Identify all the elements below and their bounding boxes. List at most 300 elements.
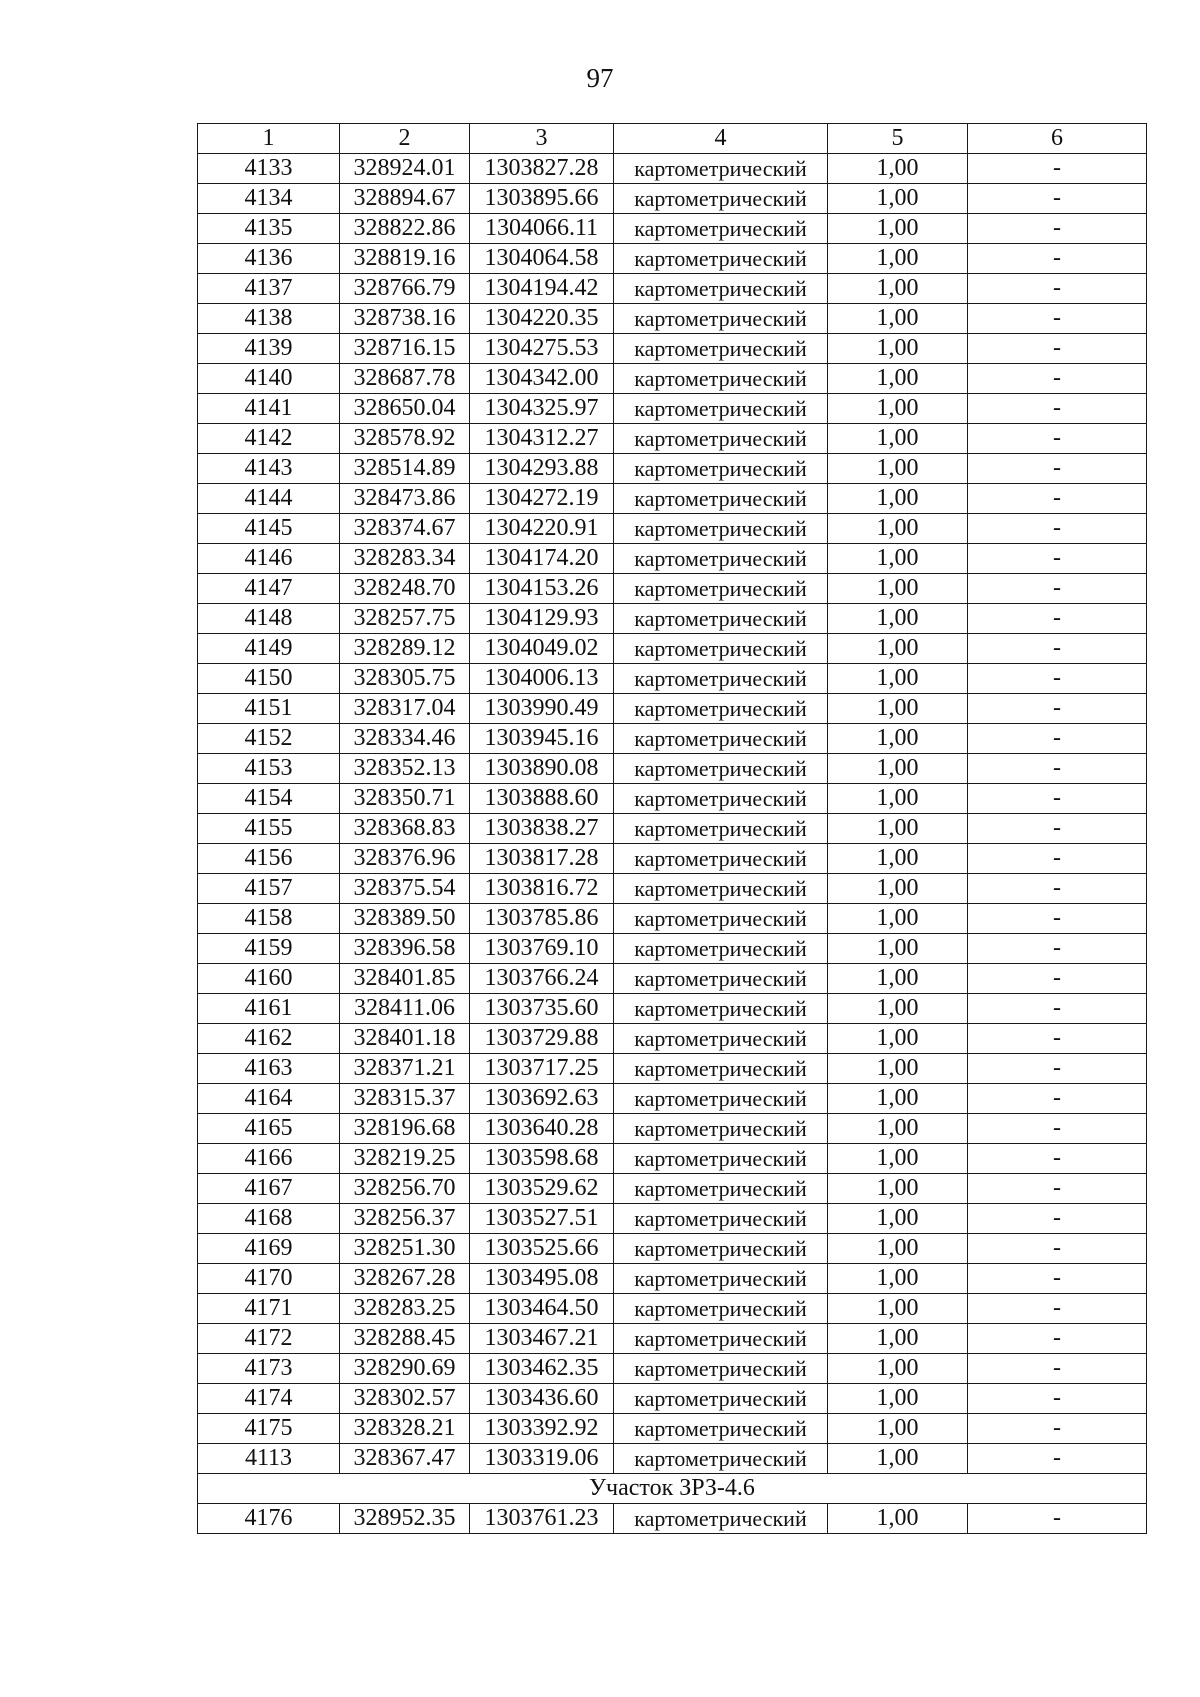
y-coordinate-cell: 1303785.86 bbox=[470, 904, 614, 934]
x-coordinate-cell: 328766.79 bbox=[340, 274, 470, 304]
y-coordinate-cell: 1303769.10 bbox=[470, 934, 614, 964]
method-cell: картометрический bbox=[614, 694, 828, 724]
table-row bbox=[198, 604, 1147, 634]
x-coordinate-cell: 328819.16 bbox=[340, 244, 470, 274]
point-number-cell: 4139 bbox=[198, 334, 340, 364]
note-cell: - bbox=[968, 874, 1147, 904]
y-coordinate-cell: 1303766.24 bbox=[470, 964, 614, 994]
method-cell: картометрический bbox=[614, 1384, 828, 1414]
table-row bbox=[198, 364, 1147, 394]
y-coordinate-cell: 1303640.28 bbox=[470, 1114, 614, 1144]
note-cell: - bbox=[968, 1024, 1147, 1054]
section-block bbox=[198, 1474, 1147, 1504]
point-number-cell: 4166 bbox=[198, 1144, 340, 1174]
table-row bbox=[198, 454, 1147, 484]
y-coordinate-cell: 1303895.66 bbox=[470, 184, 614, 214]
y-coordinate-cell: 1303692.63 bbox=[470, 1084, 614, 1114]
note-cell: - bbox=[968, 1414, 1147, 1444]
point-number-cell: 4158 bbox=[198, 904, 340, 934]
x-coordinate-cell: 328738.16 bbox=[340, 304, 470, 334]
accuracy-cell: 1,00 bbox=[828, 1294, 968, 1324]
column-header: 2 bbox=[340, 124, 470, 154]
y-coordinate-cell: 1303888.60 bbox=[470, 784, 614, 814]
x-coordinate-cell: 328251.30 bbox=[340, 1234, 470, 1264]
accuracy-cell: 1,00 bbox=[828, 154, 968, 184]
note-cell: - bbox=[968, 1444, 1147, 1474]
method-cell: картометрический bbox=[614, 1174, 828, 1204]
x-coordinate-cell: 328317.04 bbox=[340, 694, 470, 724]
note-cell: - bbox=[968, 184, 1147, 214]
accuracy-cell: 1,00 bbox=[828, 724, 968, 754]
point-number-cell: 4142 bbox=[198, 424, 340, 454]
note-cell: - bbox=[968, 1384, 1147, 1414]
y-coordinate-cell: 1304220.35 bbox=[470, 304, 614, 334]
table-row bbox=[198, 1204, 1147, 1234]
y-coordinate-cell: 1304006.13 bbox=[470, 664, 614, 694]
section-table-body bbox=[198, 1504, 1147, 1534]
method-cell: картометрический bbox=[614, 424, 828, 454]
x-coordinate-cell: 328368.83 bbox=[340, 814, 470, 844]
accuracy-cell: 1,00 bbox=[828, 1024, 968, 1054]
x-coordinate-cell: 328305.75 bbox=[340, 664, 470, 694]
table-row bbox=[198, 394, 1147, 424]
y-coordinate-cell: 1303717.25 bbox=[470, 1054, 614, 1084]
accuracy-cell: 1,00 bbox=[828, 364, 968, 394]
x-coordinate-cell: 328924.01 bbox=[340, 154, 470, 184]
note-cell: - bbox=[968, 454, 1147, 484]
table-row bbox=[198, 514, 1147, 544]
y-coordinate-cell: 1304293.88 bbox=[470, 454, 614, 484]
table-row bbox=[198, 334, 1147, 364]
x-coordinate-cell: 328822.86 bbox=[340, 214, 470, 244]
note-cell: - bbox=[968, 154, 1147, 184]
x-coordinate-cell: 328687.78 bbox=[340, 364, 470, 394]
table-row bbox=[198, 544, 1147, 574]
point-number-cell: 4133 bbox=[198, 154, 340, 184]
section-row bbox=[198, 1474, 1147, 1504]
point-number-cell: 4175 bbox=[198, 1414, 340, 1444]
method-cell: картометрический bbox=[614, 214, 828, 244]
point-number-cell: 4113 bbox=[198, 1444, 340, 1474]
table-row bbox=[198, 784, 1147, 814]
table-row bbox=[198, 1114, 1147, 1144]
note-cell: - bbox=[968, 1204, 1147, 1234]
x-coordinate-cell: 328401.85 bbox=[340, 964, 470, 994]
method-cell: картометрический bbox=[614, 844, 828, 874]
note-cell: - bbox=[968, 724, 1147, 754]
y-coordinate-cell: 1303735.60 bbox=[470, 994, 614, 1024]
y-coordinate-cell: 1303838.27 bbox=[470, 814, 614, 844]
x-coordinate-cell: 328289.12 bbox=[340, 634, 470, 664]
note-cell: - bbox=[968, 904, 1147, 934]
accuracy-cell: 1,00 bbox=[828, 874, 968, 904]
note-cell: - bbox=[968, 784, 1147, 814]
x-coordinate-cell: 328334.46 bbox=[340, 724, 470, 754]
method-cell: картометрический bbox=[614, 1114, 828, 1144]
point-number-cell: 4165 bbox=[198, 1114, 340, 1144]
note-cell: - bbox=[968, 964, 1147, 994]
note-cell: - bbox=[968, 1174, 1147, 1204]
note-cell: - bbox=[968, 994, 1147, 1024]
table-row bbox=[198, 1444, 1147, 1474]
method-cell: картометрический bbox=[614, 994, 828, 1024]
column-header: 5 bbox=[828, 124, 968, 154]
x-coordinate-cell: 328376.96 bbox=[340, 844, 470, 874]
point-number-cell: 4134 bbox=[198, 184, 340, 214]
accuracy-cell: 1,00 bbox=[828, 394, 968, 424]
table-row bbox=[198, 724, 1147, 754]
accuracy-cell: 1,00 bbox=[828, 964, 968, 994]
accuracy-cell: 1,00 bbox=[828, 904, 968, 934]
note-cell: - bbox=[968, 574, 1147, 604]
page-number: 97 bbox=[586, 63, 614, 93]
table-row bbox=[198, 1414, 1147, 1444]
method-cell: картометрический bbox=[614, 364, 828, 394]
accuracy-cell: 1,00 bbox=[828, 1414, 968, 1444]
x-coordinate-cell: 328302.57 bbox=[340, 1384, 470, 1414]
table-row bbox=[198, 1234, 1147, 1264]
accuracy-cell: 1,00 bbox=[828, 424, 968, 454]
note-cell: - bbox=[968, 1114, 1147, 1144]
accuracy-cell: 1,00 bbox=[828, 1354, 968, 1384]
accuracy-cell: 1,00 bbox=[828, 214, 968, 244]
accuracy-cell: 1,00 bbox=[828, 1264, 968, 1294]
method-cell: картометрический bbox=[614, 784, 828, 814]
accuracy-cell: 1,00 bbox=[828, 1324, 968, 1354]
table-row bbox=[198, 1504, 1147, 1534]
table-row bbox=[198, 1174, 1147, 1204]
x-coordinate-cell: 328257.75 bbox=[340, 604, 470, 634]
method-cell: картометрический bbox=[614, 1264, 828, 1294]
point-number-cell: 4150 bbox=[198, 664, 340, 694]
y-coordinate-cell: 1304312.27 bbox=[470, 424, 614, 454]
x-coordinate-cell: 328514.89 bbox=[340, 454, 470, 484]
x-coordinate-cell: 328248.70 bbox=[340, 574, 470, 604]
y-coordinate-cell: 1303827.28 bbox=[470, 154, 614, 184]
accuracy-cell: 1,00 bbox=[828, 934, 968, 964]
method-cell: картометрический bbox=[614, 334, 828, 364]
method-cell: картометрический bbox=[614, 454, 828, 484]
method-cell: картометрический bbox=[614, 934, 828, 964]
x-coordinate-cell: 328350.71 bbox=[340, 784, 470, 814]
x-coordinate-cell: 328315.37 bbox=[340, 1084, 470, 1114]
method-cell: картометрический bbox=[614, 964, 828, 994]
y-coordinate-cell: 1303319.06 bbox=[470, 1444, 614, 1474]
method-cell: картометрический bbox=[614, 814, 828, 844]
table-row bbox=[198, 184, 1147, 214]
accuracy-cell: 1,00 bbox=[828, 484, 968, 514]
point-number-cell: 4144 bbox=[198, 484, 340, 514]
column-header: 1 bbox=[198, 124, 340, 154]
accuracy-cell: 1,00 bbox=[828, 1204, 968, 1234]
x-coordinate-cell: 328894.67 bbox=[340, 184, 470, 214]
y-coordinate-cell: 1303598.68 bbox=[470, 1144, 614, 1174]
y-coordinate-cell: 1304174.20 bbox=[470, 544, 614, 574]
table-row bbox=[198, 154, 1147, 184]
method-cell: картометрический bbox=[614, 514, 828, 544]
y-coordinate-cell: 1304275.53 bbox=[470, 334, 614, 364]
x-coordinate-cell: 328328.21 bbox=[340, 1414, 470, 1444]
method-cell: картометрический bbox=[614, 1024, 828, 1054]
x-coordinate-cell: 328650.04 bbox=[340, 394, 470, 424]
point-number-cell: 4160 bbox=[198, 964, 340, 994]
point-number-cell: 4149 bbox=[198, 634, 340, 664]
y-coordinate-cell: 1304194.42 bbox=[470, 274, 614, 304]
method-cell: картометрический bbox=[614, 1084, 828, 1114]
column-header: 6 bbox=[968, 124, 1147, 154]
note-cell: - bbox=[968, 424, 1147, 454]
y-coordinate-cell: 1303462.35 bbox=[470, 1354, 614, 1384]
y-coordinate-cell: 1304325.97 bbox=[470, 394, 614, 424]
note-cell: - bbox=[968, 1234, 1147, 1264]
method-cell: картометрический bbox=[614, 574, 828, 604]
note-cell: - bbox=[968, 394, 1147, 424]
point-number-cell: 4148 bbox=[198, 604, 340, 634]
y-coordinate-cell: 1303467.21 bbox=[470, 1324, 614, 1354]
x-coordinate-cell: 328578.92 bbox=[340, 424, 470, 454]
note-cell: - bbox=[968, 514, 1147, 544]
y-coordinate-cell: 1304129.93 bbox=[470, 604, 614, 634]
x-coordinate-cell: 328219.25 bbox=[340, 1144, 470, 1174]
point-number-cell: 4169 bbox=[198, 1234, 340, 1264]
x-coordinate-cell: 328952.35 bbox=[340, 1504, 470, 1534]
table-row bbox=[198, 244, 1147, 274]
method-cell: картометрический bbox=[614, 1504, 828, 1534]
accuracy-cell: 1,00 bbox=[828, 1144, 968, 1174]
accuracy-cell: 1,00 bbox=[828, 304, 968, 334]
method-cell: картометрический bbox=[614, 304, 828, 334]
table-row bbox=[198, 1264, 1147, 1294]
y-coordinate-cell: 1304342.00 bbox=[470, 364, 614, 394]
note-cell: - bbox=[968, 1264, 1147, 1294]
y-coordinate-cell: 1304153.26 bbox=[470, 574, 614, 604]
section-title: Участок ЗРЗ-4.6 bbox=[198, 1474, 1147, 1504]
point-number-cell: 4154 bbox=[198, 784, 340, 814]
accuracy-cell: 1,00 bbox=[828, 1444, 968, 1474]
accuracy-cell: 1,00 bbox=[828, 334, 968, 364]
y-coordinate-cell: 1303761.23 bbox=[470, 1504, 614, 1534]
table-row bbox=[198, 274, 1147, 304]
point-number-cell: 4151 bbox=[198, 694, 340, 724]
x-coordinate-cell: 328389.50 bbox=[340, 904, 470, 934]
point-number-cell: 4141 bbox=[198, 394, 340, 424]
accuracy-cell: 1,00 bbox=[828, 994, 968, 1024]
accuracy-cell: 1,00 bbox=[828, 1504, 968, 1534]
method-cell: картометрический bbox=[614, 1324, 828, 1354]
accuracy-cell: 1,00 bbox=[828, 1114, 968, 1144]
point-number-cell: 4137 bbox=[198, 274, 340, 304]
x-coordinate-cell: 328401.18 bbox=[340, 1024, 470, 1054]
accuracy-cell: 1,00 bbox=[828, 814, 968, 844]
method-cell: картометрический bbox=[614, 394, 828, 424]
x-coordinate-cell: 328283.34 bbox=[340, 544, 470, 574]
accuracy-cell: 1,00 bbox=[828, 1054, 968, 1084]
x-coordinate-cell: 328396.58 bbox=[340, 934, 470, 964]
method-cell: картометрический bbox=[614, 244, 828, 274]
y-coordinate-cell: 1303436.60 bbox=[470, 1384, 614, 1414]
table-row bbox=[198, 1024, 1147, 1054]
accuracy-cell: 1,00 bbox=[828, 1384, 968, 1414]
column-header: 4 bbox=[614, 124, 828, 154]
note-cell: - bbox=[968, 364, 1147, 394]
note-cell: - bbox=[968, 1084, 1147, 1114]
accuracy-cell: 1,00 bbox=[828, 1084, 968, 1114]
x-coordinate-cell: 328196.68 bbox=[340, 1114, 470, 1144]
table-row bbox=[198, 1324, 1147, 1354]
accuracy-cell: 1,00 bbox=[828, 184, 968, 214]
y-coordinate-cell: 1304064.58 bbox=[470, 244, 614, 274]
note-cell: - bbox=[968, 484, 1147, 514]
note-cell: - bbox=[968, 1504, 1147, 1534]
y-coordinate-cell: 1303890.08 bbox=[470, 754, 614, 784]
x-coordinate-cell: 328716.15 bbox=[340, 334, 470, 364]
accuracy-cell: 1,00 bbox=[828, 634, 968, 664]
table-row bbox=[198, 904, 1147, 934]
point-number-cell: 4171 bbox=[198, 1294, 340, 1324]
y-coordinate-cell: 1303527.51 bbox=[470, 1204, 614, 1234]
note-cell: - bbox=[968, 754, 1147, 784]
note-cell: - bbox=[968, 1324, 1147, 1354]
note-cell: - bbox=[968, 274, 1147, 304]
y-coordinate-cell: 1303495.08 bbox=[470, 1264, 614, 1294]
method-cell: картометрический bbox=[614, 664, 828, 694]
accuracy-cell: 1,00 bbox=[828, 784, 968, 814]
table-row bbox=[198, 484, 1147, 514]
accuracy-cell: 1,00 bbox=[828, 274, 968, 304]
y-coordinate-cell: 1303729.88 bbox=[470, 1024, 614, 1054]
point-number-cell: 4143 bbox=[198, 454, 340, 484]
x-coordinate-cell: 328288.45 bbox=[340, 1324, 470, 1354]
table-row bbox=[198, 1294, 1147, 1324]
note-cell: - bbox=[968, 664, 1147, 694]
y-coordinate-cell: 1303990.49 bbox=[470, 694, 614, 724]
table-body bbox=[198, 154, 1147, 1474]
x-coordinate-cell: 328367.47 bbox=[340, 1444, 470, 1474]
accuracy-cell: 1,00 bbox=[828, 574, 968, 604]
x-coordinate-cell: 328290.69 bbox=[340, 1354, 470, 1384]
note-cell: - bbox=[968, 814, 1147, 844]
point-number-cell: 4172 bbox=[198, 1324, 340, 1354]
accuracy-cell: 1,00 bbox=[828, 244, 968, 274]
method-cell: картометрический bbox=[614, 1144, 828, 1174]
x-coordinate-cell: 328267.28 bbox=[340, 1264, 470, 1294]
point-number-cell: 4146 bbox=[198, 544, 340, 574]
y-coordinate-cell: 1303529.62 bbox=[470, 1174, 614, 1204]
y-coordinate-cell: 1303464.50 bbox=[470, 1294, 614, 1324]
x-coordinate-cell: 328371.21 bbox=[340, 1054, 470, 1084]
method-cell: картометрический bbox=[614, 484, 828, 514]
accuracy-cell: 1,00 bbox=[828, 514, 968, 544]
y-coordinate-cell: 1304220.91 bbox=[470, 514, 614, 544]
table-row bbox=[198, 754, 1147, 784]
note-cell: - bbox=[968, 1294, 1147, 1324]
point-number-cell: 4167 bbox=[198, 1174, 340, 1204]
method-cell: картометрический bbox=[614, 544, 828, 574]
column-header: 3 bbox=[470, 124, 614, 154]
table-row bbox=[198, 694, 1147, 724]
note-cell: - bbox=[968, 694, 1147, 724]
table-row bbox=[198, 1084, 1147, 1114]
table-row bbox=[198, 1144, 1147, 1174]
x-coordinate-cell: 328352.13 bbox=[340, 754, 470, 784]
note-cell: - bbox=[968, 934, 1147, 964]
method-cell: картометрический bbox=[614, 724, 828, 754]
note-cell: - bbox=[968, 334, 1147, 364]
method-cell: картометрический bbox=[614, 1354, 828, 1384]
coordinates-table bbox=[197, 123, 1147, 1534]
point-number-cell: 4155 bbox=[198, 814, 340, 844]
method-cell: картометрический bbox=[614, 754, 828, 784]
accuracy-cell: 1,00 bbox=[828, 1174, 968, 1204]
accuracy-cell: 1,00 bbox=[828, 544, 968, 574]
table-row bbox=[198, 934, 1147, 964]
x-coordinate-cell: 328374.67 bbox=[340, 514, 470, 544]
point-number-cell: 4136 bbox=[198, 244, 340, 274]
table-row bbox=[198, 574, 1147, 604]
y-coordinate-cell: 1303945.16 bbox=[470, 724, 614, 754]
table-row bbox=[198, 214, 1147, 244]
point-number-cell: 4138 bbox=[198, 304, 340, 334]
method-cell: картометрический bbox=[614, 604, 828, 634]
method-cell: картометрический bbox=[614, 274, 828, 304]
note-cell: - bbox=[968, 304, 1147, 334]
point-number-cell: 4161 bbox=[198, 994, 340, 1024]
note-cell: - bbox=[968, 1054, 1147, 1084]
method-cell: картометрический bbox=[614, 154, 828, 184]
x-coordinate-cell: 328375.54 bbox=[340, 874, 470, 904]
method-cell: картометрический bbox=[614, 904, 828, 934]
point-number-cell: 4140 bbox=[198, 364, 340, 394]
method-cell: картометрический bbox=[614, 1294, 828, 1324]
method-cell: картометрический bbox=[614, 1054, 828, 1084]
table-row bbox=[198, 664, 1147, 694]
point-number-cell: 4145 bbox=[198, 514, 340, 544]
note-cell: - bbox=[968, 844, 1147, 874]
method-cell: картометрический bbox=[614, 184, 828, 214]
y-coordinate-cell: 1303525.66 bbox=[470, 1234, 614, 1264]
y-coordinate-cell: 1303817.28 bbox=[470, 844, 614, 874]
point-number-cell: 4147 bbox=[198, 574, 340, 604]
accuracy-cell: 1,00 bbox=[828, 604, 968, 634]
x-coordinate-cell: 328473.86 bbox=[340, 484, 470, 514]
y-coordinate-cell: 1303392.92 bbox=[470, 1414, 614, 1444]
note-cell: - bbox=[968, 1354, 1147, 1384]
point-number-cell: 4168 bbox=[198, 1204, 340, 1234]
point-number-cell: 4135 bbox=[198, 214, 340, 244]
table-row bbox=[198, 424, 1147, 454]
method-cell: картометрический bbox=[614, 874, 828, 904]
table-row bbox=[198, 874, 1147, 904]
table-row bbox=[198, 844, 1147, 874]
point-number-cell: 4163 bbox=[198, 1054, 340, 1084]
accuracy-cell: 1,00 bbox=[828, 1234, 968, 1264]
table-row bbox=[198, 304, 1147, 334]
point-number-cell: 4162 bbox=[198, 1024, 340, 1054]
point-number-cell: 4174 bbox=[198, 1384, 340, 1414]
note-cell: - bbox=[968, 244, 1147, 274]
x-coordinate-cell: 328256.70 bbox=[340, 1174, 470, 1204]
table-row bbox=[198, 1384, 1147, 1414]
x-coordinate-cell: 328411.06 bbox=[340, 994, 470, 1024]
x-coordinate-cell: 328283.25 bbox=[340, 1294, 470, 1324]
accuracy-cell: 1,00 bbox=[828, 694, 968, 724]
point-number-cell: 4159 bbox=[198, 934, 340, 964]
table-row bbox=[198, 964, 1147, 994]
point-number-cell: 4164 bbox=[198, 1084, 340, 1114]
y-coordinate-cell: 1304272.19 bbox=[470, 484, 614, 514]
note-cell: - bbox=[968, 1144, 1147, 1174]
method-cell: картометрический bbox=[614, 634, 828, 664]
